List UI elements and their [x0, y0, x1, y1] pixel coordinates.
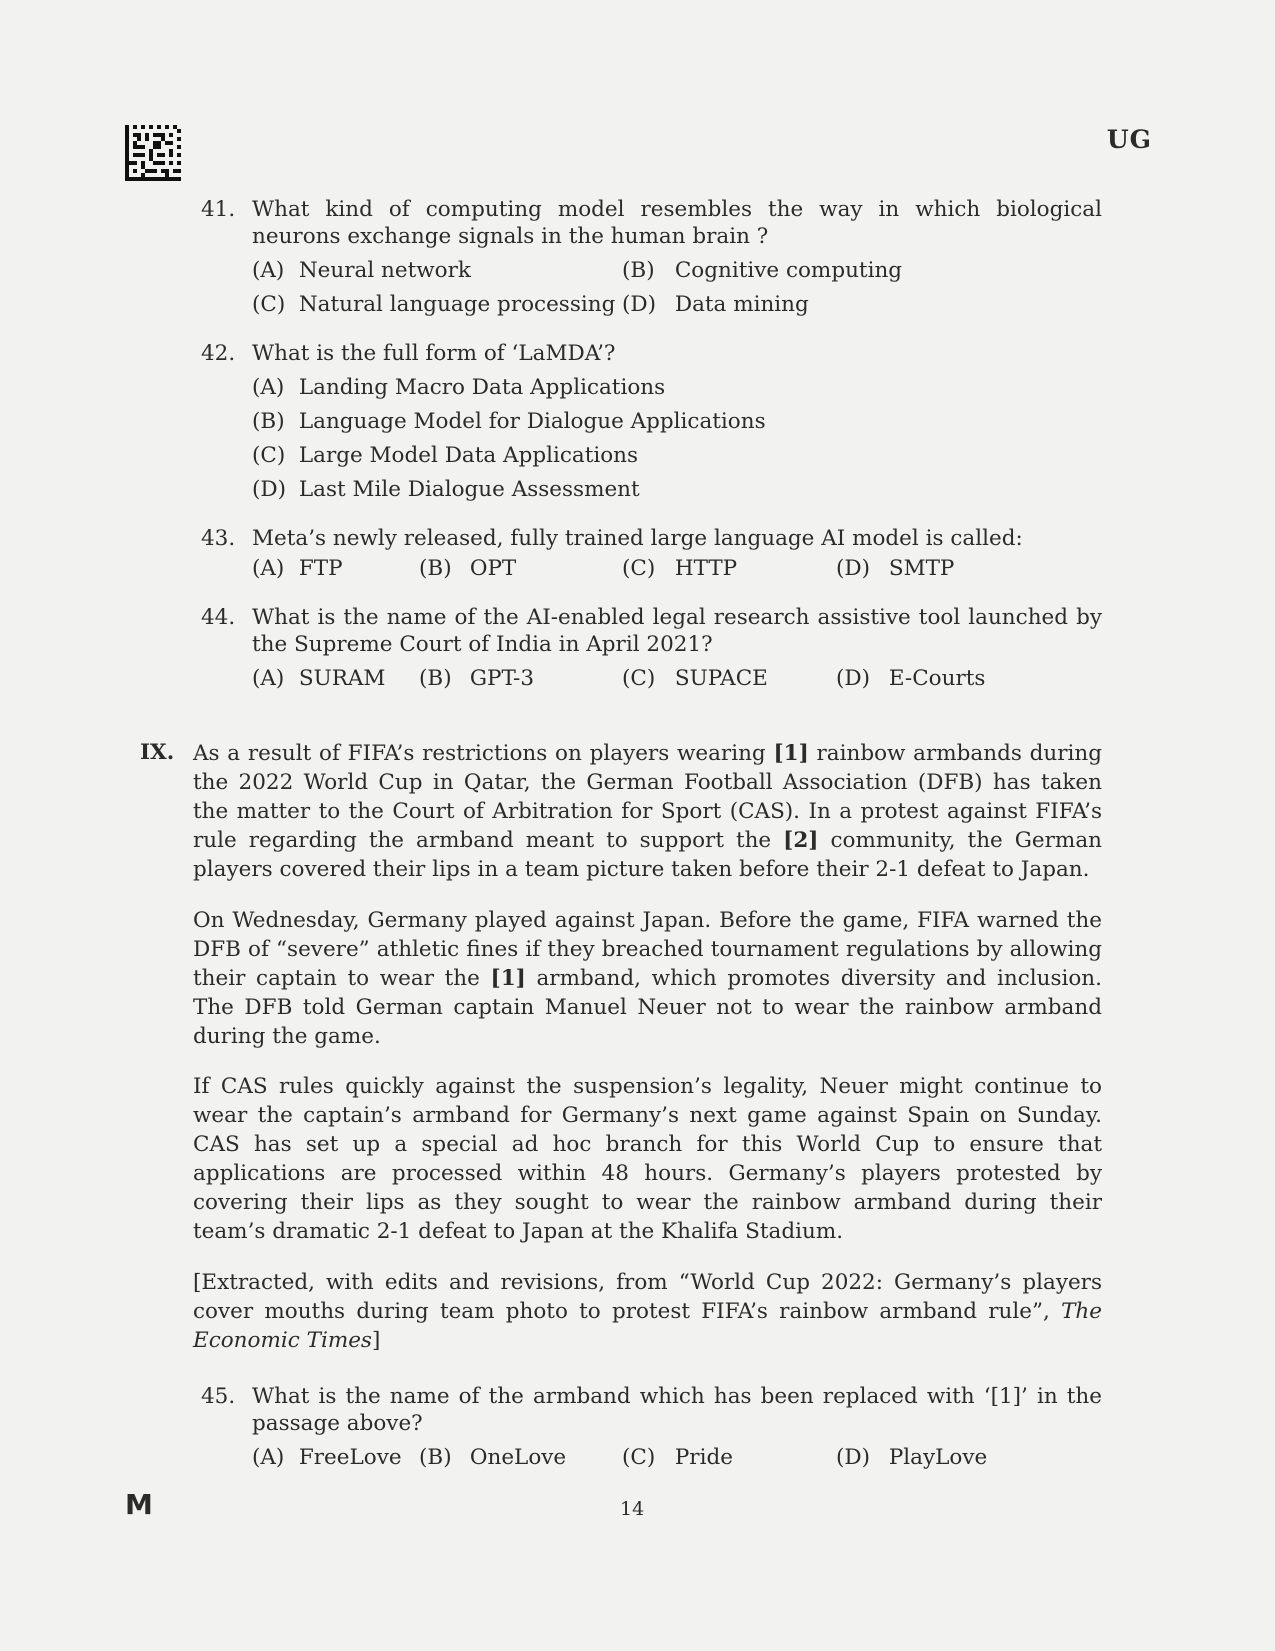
option-d[interactable]: (D) Data mining: [622, 292, 809, 317]
question-text: What is the name of the AI-enabled legal research assistive tool launched by the Supreme Court of India in April 2021?: [252, 605, 1102, 657]
options: [252, 257, 1101, 325]
options: [252, 555, 1101, 589]
option-a[interactable]: (A) FTP: [252, 556, 343, 581]
option-a[interactable]: (A) FreeLove: [252, 1444, 402, 1470]
question-43: [201, 525, 1101, 589]
option-b[interactable]: (B) GPT-3: [419, 666, 534, 691]
option-a[interactable]: (A) SURAM: [252, 666, 386, 691]
option-b[interactable]: (B) OneLove: [419, 1444, 567, 1470]
option-b[interactable]: (B) Language Model for Dialogue Applications: [252, 409, 766, 434]
blank-marker: [1]: [773, 741, 809, 766]
paper-code: UG: [1106, 125, 1152, 154]
passage-paragraph-3: If CAS rules quickly against the suspension’s legality, Neuer might continue to wear the captain’s armband for Germany’s next game against Spain on Sunday. CAS has set up a special ad hoc branch for this World Cup to ensure that applications are processed within 48 hours. Germany’s players protested by covering their lips as they sought to wear the rainbow armband during their team’s dramatic 2-1 defeat to Japan at the Khalifa Stadium.: [193, 1074, 1102, 1244]
question-45: [201, 1383, 1101, 1478]
passage-paragraph-1: As a result of FIFA’s restrictions on players wearing [1] rainbow armbands during the 2022 World Cup in Qatar, the German Football Association (DFB) has taken the matter to the Court of Arbitration for Sport (CAS). In a protest against FIFA’s rule regarding the armband meant to support the [2] community, the German players covered their lips in a team picture taken before their 2-1 defeat to Japan.: [193, 741, 1102, 882]
questions-area: [0, 196, 1275, 1478]
page-number: 14: [620, 1498, 645, 1520]
option-c[interactable]: (C) Natural language processing: [252, 292, 616, 317]
options: [252, 374, 1101, 510]
series-code: M: [125, 1488, 153, 1521]
options: [252, 665, 1101, 699]
option-c[interactable]: (C) HTTP: [622, 556, 738, 581]
question-41: [201, 196, 1101, 325]
option-c[interactable]: (C) Pride: [622, 1444, 733, 1470]
passage-paragraph-2: On Wednesday, Germany played against Japan. Before the game, FIFA warned the DFB of “severe” athletic fines if they breached tournament regulations by allowing their captain to wear the [1] armband, which promotes diversity and inclusion. The DFB told German captain Manuel Neuer not to wear the rainbow armband during the game.: [193, 907, 1102, 1049]
section-number: IX.: [140, 740, 175, 765]
option-b[interactable]: (B) Cognitive computing: [622, 258, 903, 283]
blank-marker: [1]: [490, 965, 526, 991]
option-d[interactable]: (D) Last Mile Dialogue Assessment: [252, 477, 640, 502]
question-text: Meta’s newly released, fully trained large language AI model is called:: [252, 526, 1023, 551]
option-a[interactable]: (A) Landing Macro Data Applications: [252, 375, 666, 400]
question-number: 43.: [201, 526, 236, 551]
option-b[interactable]: (B) OPT: [419, 556, 517, 581]
option-a[interactable]: (A) Neural network: [252, 258, 471, 283]
question-text: What kind of computing model resembles the way in which biological neurons exchange signals in the human brain ?: [252, 197, 1102, 249]
question-number: 45.: [201, 1383, 236, 1409]
passage-section: [140, 739, 1102, 1355]
option-c[interactable]: (C) Large Model Data Applications: [252, 443, 639, 468]
passage-source: [Extracted, with edits and revisions, from “World Cup 2022: Germany’s players cover mouths during team photo to protest FIFA’s rainbow armband rule”, The Economic Times]: [193, 1269, 1102, 1353]
question-number: 42.: [201, 341, 236, 366]
option-d[interactable]: (D) E-Courts: [836, 666, 986, 691]
options: [252, 1444, 1101, 1478]
blank-marker: [2]: [783, 828, 819, 853]
question-44: [201, 604, 1101, 699]
option-d[interactable]: (D) PlayLove: [836, 1444, 988, 1470]
qr-code-icon: [125, 125, 181, 181]
question-number: 41.: [201, 197, 236, 222]
question-text: What is the name of the armband which has been replaced with ‘[1]’ in the passage above?: [252, 1383, 1102, 1436]
question-text: What is the full form of ‘LaMDA’?: [252, 341, 616, 366]
question-number: 44.: [201, 605, 236, 630]
question-42: [201, 340, 1101, 510]
option-c[interactable]: (C) SUPACE: [622, 666, 768, 691]
option-d[interactable]: (D) SMTP: [836, 556, 955, 581]
